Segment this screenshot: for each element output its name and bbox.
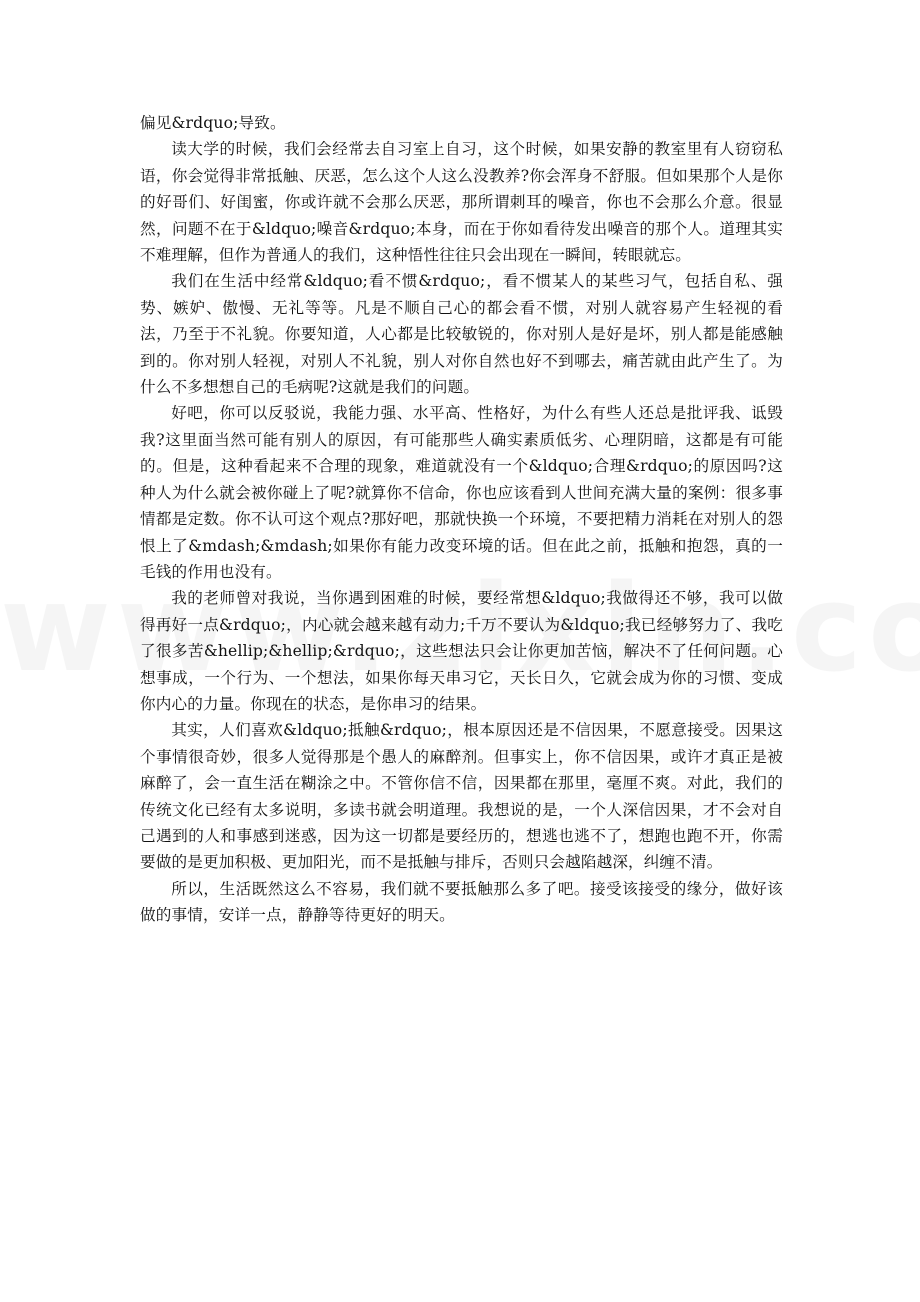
paragraph: 我们在生活中经常&ldquo;看不惯&rdquo;，看不惯某人的某些习气，包括自私、强势、嫉妒、傲慢、无礼等等。凡是不顺自己心的都会看不惯，对别人就容易产生轻视的看法，乃至于不礼貌。你要知道，人心都是比较敏锐的，你对别人是好是坏，别人都是能感触到的。你对别人轻视，对别人不礼貌，别人对你自然也好不到哪去，痛苦就由此产生了。为什么不多想想自己的毛病呢?这就是我们的问题。: [140, 272, 783, 397]
paragraph-continuation: 偏见&rdquo;导致。: [140, 114, 286, 132]
paragraph: 好吧，你可以反驳说，我能力强、水平高、性格好，为什么有些人还总是批评我、诋毁我?这里面当然可能有别人的原因，有可能那些人确实素质低劣、心理阴暗，这都是有可能的。但是，这种看起来不合理的现象，难道就没有一个&ldquo;合理&rdquo;的原因吗?这种人为什么就会被你碰上了呢?就算你不信命，你也应该看到人世间充满大量的案例：很多事情都是定数。你不认可这个观点?那好吧，那就快换一个环境，不要把精力消耗在对别人的怨恨上了&mdash;&mdash;如果你有能力改变环境的话。但在此之前，抵触和抱怨，真的一毛钱的作用也没有。: [140, 404, 783, 581]
paragraph: 所以，生活既然这么不容易，我们就不要抵触那么多了吧。接受该接受的缘分，做好该做的事情，安详一点，静静等待更好的明天。: [140, 879, 783, 925]
paragraph: 其实，人们喜欢&ldquo;抵触&rdquo;，根本原因还是不信因果，不愿意接受。因果这个事情很奇妙，很多人觉得那是个愚人的麻醉剂。但事实上，你不信因果，或许才真正是被麻醉了，会一直生活在糊涂之中。不管你信不信，因果都在那里，毫厘不爽。对此，我们的传统文化已经有太多说明，多读书就会明道理。我想说的是，一个人深信因果，才不会对自己遇到的人和事感到迷惑，因为这一切都是要经历的，想逃也逃不了，想跑也跑不开，你需要做的是更加积极、更加阳光，而不是抵触与排斥，否则只会越陷越深，纠缠不清。: [140, 721, 783, 872]
document-body: [140, 110, 783, 929]
paragraph: 读大学的时候，我们会经常去自习室上自习，这个时候，如果安静的教室里有人窃窃私语，你会觉得非常抵触、厌恶，怎么这个人这么没教养?你会浑身不舒服。但如果那个人是你的好哥们、好闺蜜，你或许就不会那么厌恶，那所谓刺耳的噪音，你也不会那么介意。很显然，问题不在于&ldquo;噪音&rdquo;本身，而在于你如看待发出噪音的那个人。道理其实不难理解，但作为普通人的我们，这种悟性往往只会出现在一瞬间，转眼就忘。: [140, 140, 783, 265]
paragraph: 我的老师曾对我说，当你遇到困难的时候，要经常想&ldquo;我做得还不够，我可以做得再好一点&rdquo;，内心就会越来越有动力;千万不要认为&ldquo;我已经够努力了、我吃了很多苦&hellip;&hellip;&rdquo;，这些想法只会让你更加苦恼，解决不了任何问题。心想事成，一个行为、一个想法，如果你每天串习它，天长日久，它就会成为你的习惯、变成你内心的力量。你现在的状态，是你串习的结果。: [140, 589, 783, 713]
